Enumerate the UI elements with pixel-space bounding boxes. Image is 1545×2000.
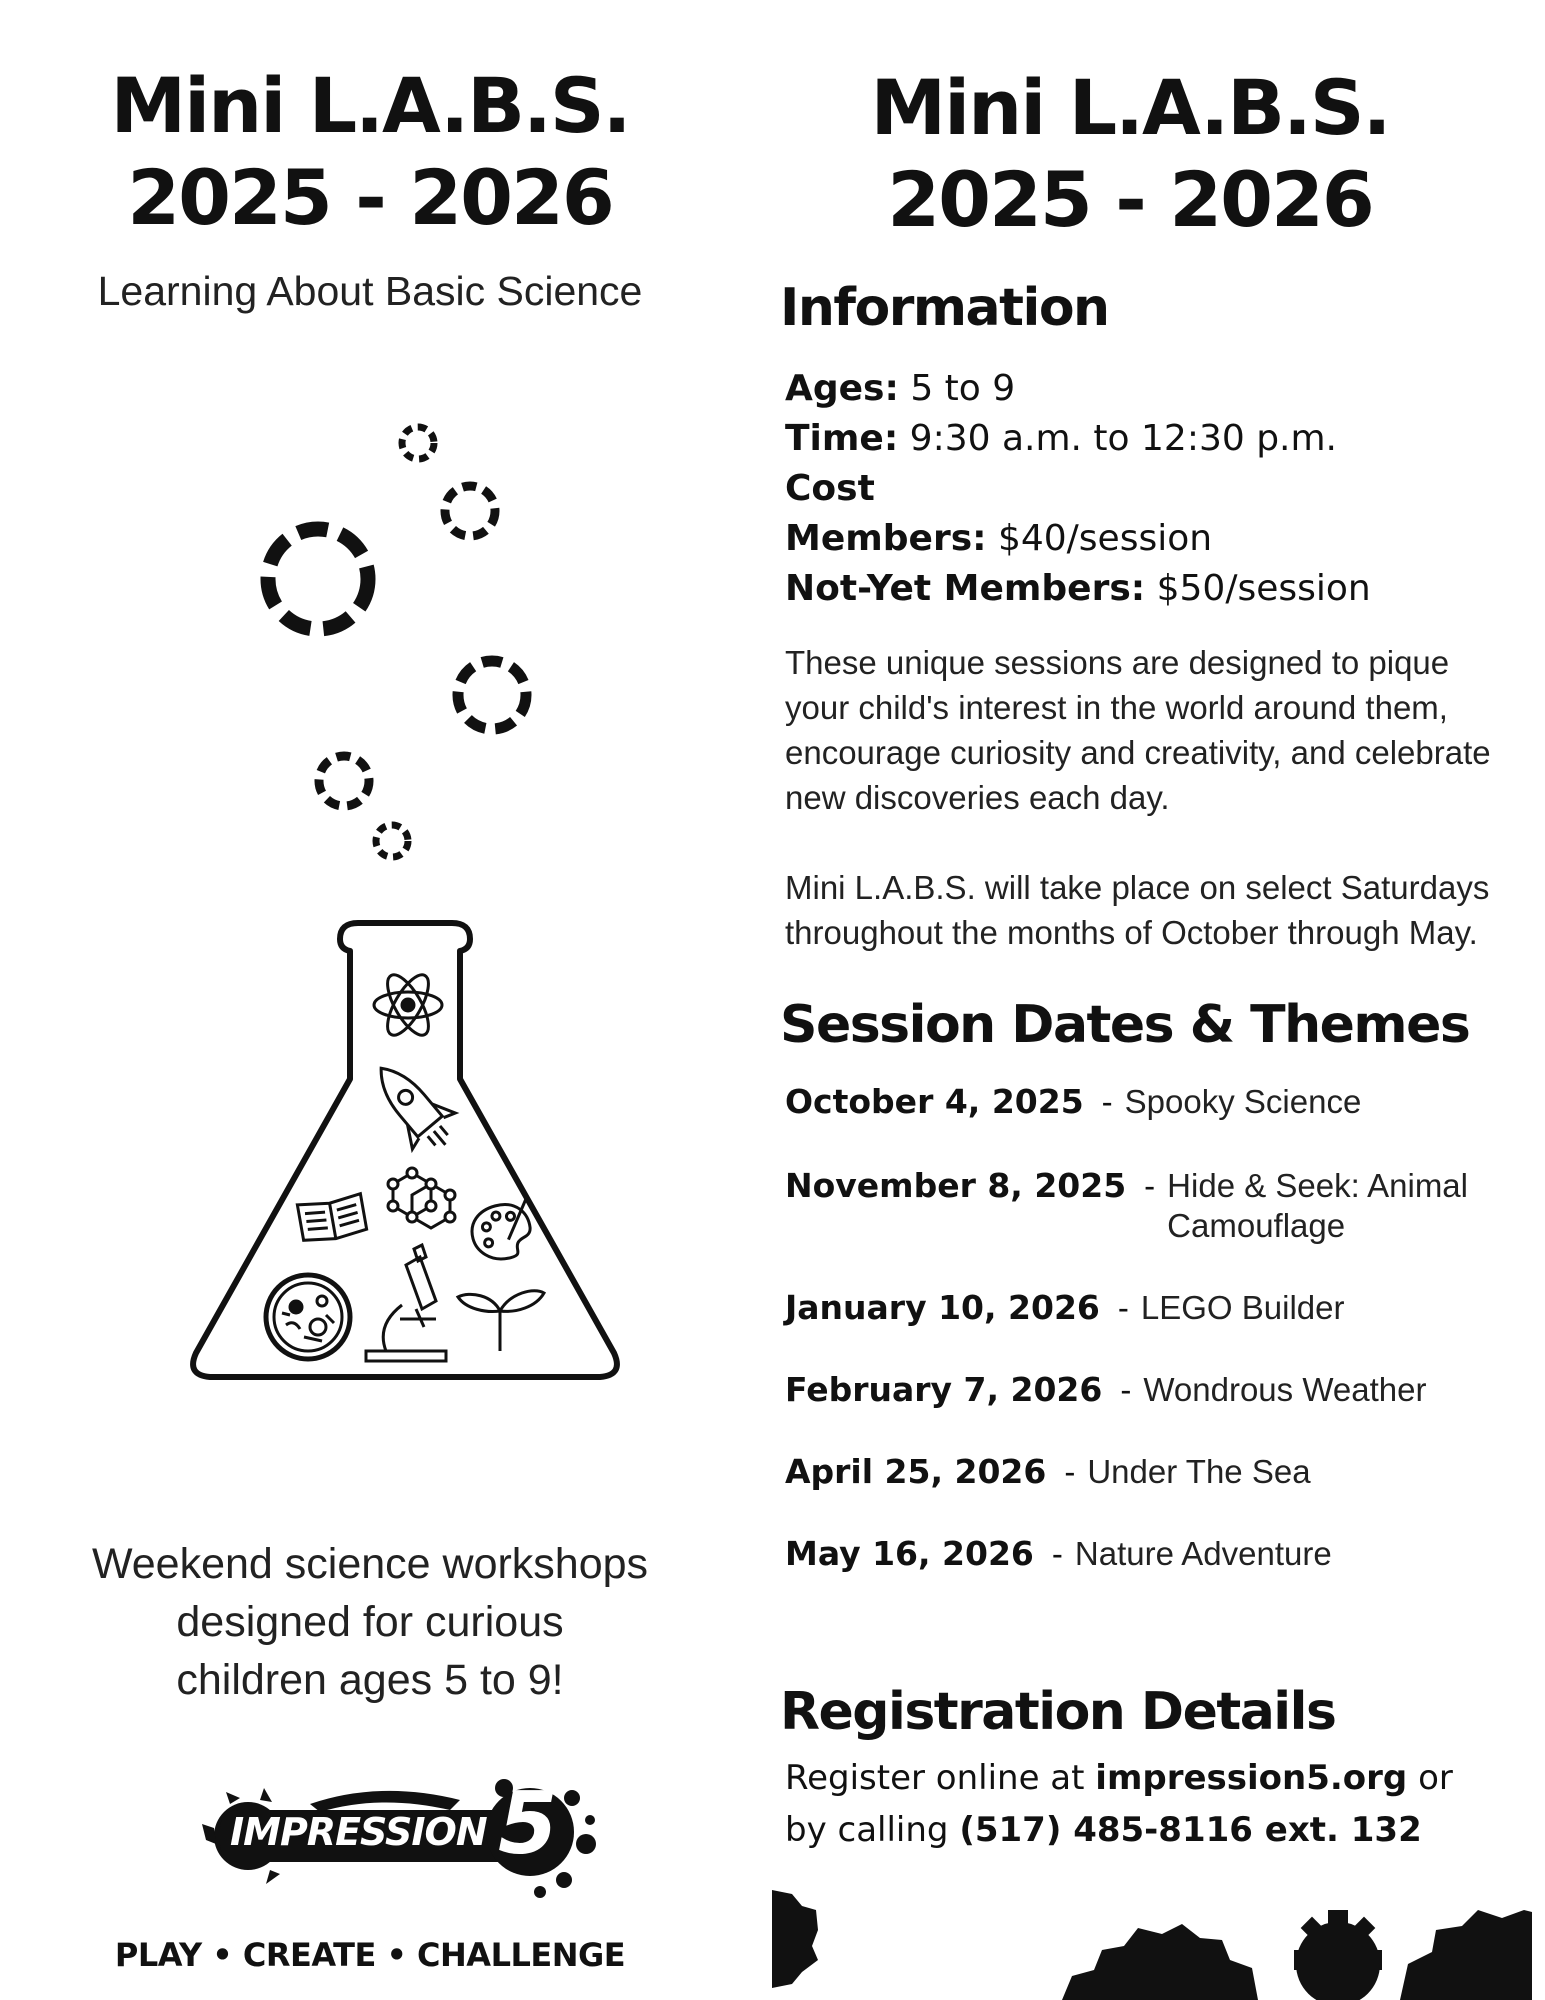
session-theme: Nature Adventure: [1074, 1535, 1332, 1572]
session-item: [785, 1370, 1515, 1410]
sessions-heading: Session Dates & Themes: [780, 995, 1470, 1055]
nonmembers-value: $50/session: [1145, 568, 1371, 609]
info-title-line1: Mini L.A.B.S.: [870, 63, 1390, 152]
tagline-line3: children ages 5 to 9!: [176, 1656, 564, 1704]
session-item: [785, 1452, 1515, 1492]
session-theme: LEGO Builder: [1140, 1289, 1345, 1326]
session-item: [785, 1166, 1515, 1246]
cover-panel: [40, 0, 700, 2000]
session-date: January 10, 2026: [785, 1288, 1100, 1327]
session-theme: Spooky Science: [1124, 1083, 1362, 1120]
info-title: [760, 62, 1500, 246]
bubble-icon: [402, 427, 434, 459]
phone-number[interactable]: (517) 485-8116 ext. 132: [959, 1810, 1422, 1850]
atom-icon: [374, 969, 442, 1041]
cost-label: Cost: [785, 468, 875, 509]
time-value: 9:30 a.m. to 12:30 p.m.: [898, 418, 1338, 459]
time-row: [785, 414, 1515, 464]
time-label: Time:: [785, 418, 899, 459]
session-separator: -: [1101, 1083, 1113, 1120]
session-item: [785, 1082, 1515, 1122]
session-date: February 7, 2026: [785, 1370, 1103, 1409]
bubble-icon: [458, 661, 526, 729]
session-date: April 25, 2026: [785, 1452, 1047, 1491]
nonmembers-row: [785, 564, 1515, 614]
session-theme: Under The Sea: [1087, 1453, 1311, 1490]
session-theme: Hide & Seek: Animal Camouflage: [1167, 1167, 1468, 1244]
session-theme: Wondrous Weather: [1143, 1371, 1427, 1408]
bubble-icon: [319, 756, 369, 806]
schedule-paragraph: Mini L.A.B.S. will take place on select Saturdays throughout the months of October through May.: [785, 869, 1490, 951]
cover-title: [40, 60, 700, 244]
slogan: PLAY • CREATE • CHALLENGE: [114, 1936, 626, 1974]
info-panel: [780, 0, 1520, 2000]
sprout-icon: [458, 1291, 544, 1351]
cover-tagline: [40, 1535, 700, 1709]
nonmembers-label: Not-Yet Members:: [785, 568, 1146, 609]
cover-subtitle: Learning About Basic Science: [97, 268, 643, 314]
session-separator: -: [1117, 1289, 1129, 1326]
registration-suffix: or: [1407, 1758, 1453, 1798]
ages-row: [785, 364, 1515, 414]
session-item: [785, 1534, 1515, 1574]
session-item: [785, 1288, 1515, 1328]
bubble-icon: [445, 486, 495, 536]
session-date: November 8, 2025: [785, 1166, 1127, 1205]
gears-decoration-icon: [772, 1880, 1532, 2000]
members-value: $40/session: [986, 518, 1213, 559]
registration-line2: [785, 1810, 1515, 1850]
logo-number: 5: [498, 1774, 558, 1874]
info-title-line2: 2025 - 2026: [887, 155, 1373, 244]
molecule-icon: [388, 1168, 455, 1228]
ages-label: Ages:: [785, 368, 899, 409]
website-link[interactable]: impression5.org: [1095, 1758, 1408, 1798]
tagline-line2: designed for curious: [176, 1598, 564, 1646]
session-date: October 4, 2025: [785, 1082, 1084, 1121]
book-icon: [297, 1194, 367, 1245]
session-separator: -: [1144, 1167, 1156, 1204]
phone-prefix: by calling: [785, 1810, 960, 1850]
logo-wordmark: IMPRESSION: [230, 1810, 487, 1854]
registration-heading: Registration Details: [780, 1682, 1336, 1742]
rocket-icon: [360, 1050, 467, 1163]
bubble-icon: [376, 825, 408, 857]
cover-title-line2: 2025 - 2026: [127, 153, 613, 242]
tagline-line1: Weekend science workshops: [91, 1540, 649, 1588]
members-row: [785, 514, 1515, 564]
session-date: May 16, 2026: [785, 1534, 1034, 1573]
information-heading: Information: [780, 278, 1109, 338]
bubble-icon: [268, 529, 368, 629]
session-separator: -: [1051, 1535, 1063, 1572]
information-list: [785, 364, 1515, 614]
flask-illustration: [180, 405, 660, 1385]
petri-dish-icon: [266, 1275, 350, 1359]
members-label: Members:: [785, 518, 987, 559]
description-paragraph: These unique sessions are designed to pique your child's interest in the world around them, encourage curiosity and creativity, and celebrate new discoveries each day.: [785, 644, 1491, 816]
session-separator: -: [1064, 1453, 1076, 1490]
session-separator: -: [1120, 1371, 1132, 1408]
impression5-logo: [200, 1770, 600, 1900]
ages-value: 5 to 9: [898, 368, 1016, 409]
cover-title-line1: Mini L.A.B.S.: [110, 61, 630, 150]
registration-prefix: Register online at: [785, 1758, 1096, 1798]
registration-line1: [785, 1758, 1515, 1798]
cost-row: [785, 464, 1515, 514]
microscope-icon: [366, 1245, 446, 1361]
